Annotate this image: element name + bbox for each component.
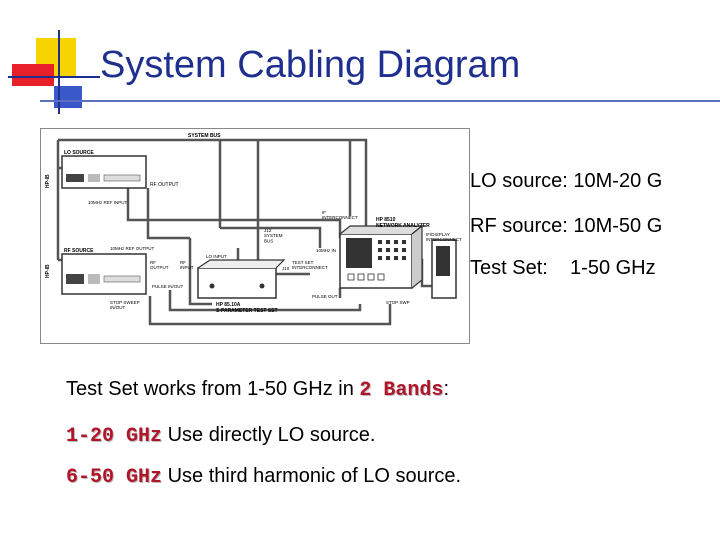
bands-line [66,378,449,402]
pulse-in-out-label: PULSE IN/OUT [152,284,184,289]
band-2-range: 6-50 GHz [66,466,163,489]
rf-output-bottom-label: RF OUTPUT [150,260,169,271]
display-unit [432,240,456,298]
rf-source-instrument [62,254,146,294]
system-bus-label: SYSTEM BUS [188,133,221,139]
pulse-out-label: PULSE OUT [312,294,338,299]
if-interconnect-label: IF INTERCONNECT [322,210,358,221]
cabling-diagram [40,128,470,344]
ref-input-label: 10MHz REF INPUT [88,200,128,205]
analyzer-label: HP 8510 NETWORK ANALYZER [376,217,430,229]
ref-output-label: 10MHz REF OUTPUT [110,246,155,251]
test-set-instrument [198,260,284,298]
rf-source-label: RF SOURCE [64,248,94,254]
rf-output-top-label: RF OUTPUT [150,182,179,188]
corner-red-block [12,64,54,86]
bands-line-colon: : [443,378,449,400]
hpib-bottom-label: HP-IB [45,264,51,278]
spec-lo-source: LO source: 10M-20 G [470,170,663,192]
band-2-description: Use third harmonic of LO source. [162,465,462,487]
lo-input-label: LO INPUT [206,254,227,259]
bands-highlight: 2 Bands [359,379,444,402]
page-title: System Cabling Diagram [100,44,521,86]
lo-source-instrument [62,156,146,188]
display-interconnect-label: IF/DISPLAY INTERCONNECT [426,232,462,243]
bands-line-text: Test Set works from 1-50 GHz in [66,378,360,400]
j10-label: J10 [282,266,290,271]
lo-source-label: LO SOURCE [64,150,94,156]
network-analyzer-instrument [340,226,422,288]
corner-horizontal-line [8,76,100,78]
title-rule [40,100,720,102]
hpib-top-label: HP-IB [45,174,51,188]
ref-in-label: 10MHz IN [316,248,337,253]
band-2-line [66,465,461,489]
stop-swp-label: STOP SWP [386,300,410,305]
spec-rf-source: RF source: 10M-50 G [470,215,663,237]
test-set-label: HP 85.10A S-PARAMETER TEST SET [216,302,278,314]
system-bus-j12-label: J12 SYSTEM BUS [264,228,283,244]
rf-input-label: RF INPUT [180,260,194,271]
spec-test-set: Test Set: 1-50 GHz [470,257,656,279]
band-1-description: Use directly LO source. [162,424,376,446]
test-set-interconnect-label: TEST SET INTERCONNECT [292,260,328,271]
band-1-range: 1-20 GHz [66,425,163,448]
stop-sweep-label: STOP SWEEP IN/OUT [110,300,140,311]
band-1-line [66,424,375,448]
